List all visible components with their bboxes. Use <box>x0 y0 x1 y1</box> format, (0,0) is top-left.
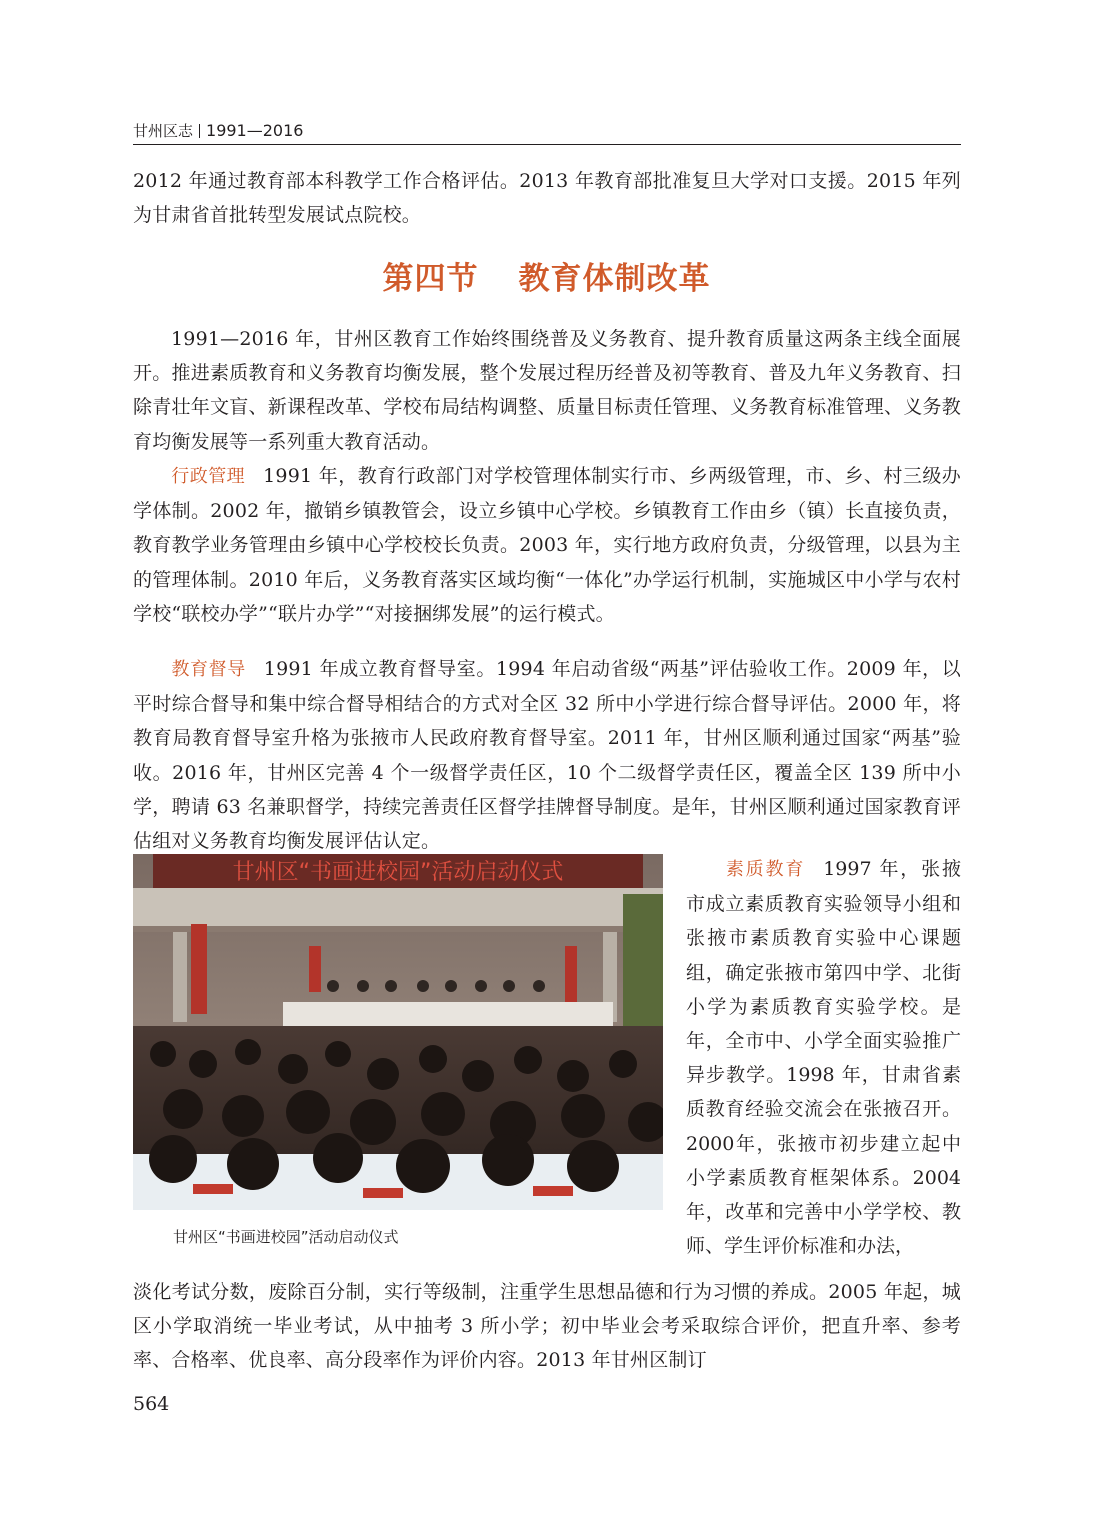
supervise-paragraph <box>133 652 961 858</box>
quality-side-column <box>686 852 961 1263</box>
banner-text: 甘州区“书画进校园”活动启动仪式 <box>232 860 564 885</box>
section-title <box>0 253 1093 298</box>
intro-paragraph: 2012 年通过教育部本科教学工作合格评估。2013 年教育部批准复旦大学对口支援。2015 年列为甘肃省首批转型发展试点院校。 <box>133 170 961 227</box>
book-years: 1991—2016 <box>206 121 304 140</box>
section-name: 教育体制改革 <box>518 261 711 297</box>
admin-text: 1991 年，教育行政部门对学校管理体制实行市、乡两级管理，市、乡、村三级办学体制。2002 年，撤销乡镇教管会，设立乡镇中心学校。乡镇教育工作由乡（镇）长直接负责，教育教学业务管理由乡镇中心学校校长负责。2003 年，实行地方政府负责，分级管理，以县为主的管理体制。2010 年后，义务教育落实区域均衡“一体化”办学运行机制，实施城区中小学与农村学校“联校办学”“联片办学”“对接捆绑发展”的运行模式。 <box>133 465 961 625</box>
section-number: 第四节 <box>382 261 479 297</box>
book-title: 甘州区志 <box>133 122 194 140</box>
quality-side-text: 1997 年，张掖市成立素质教育实验领导小组和张掖市素质教育实验中心课题组，确定张掖市第四中学、北街小学为素质教育实验学校。是年，全市中、小学全面实验推广异步教学。1998 年，甘肃省素质教育经验交流会在张掖召开。2000年，张掖市初步建立起中小学素质教育框架体系。2004年，改革和完善中小学学校、教师、学生评价标准和办法， <box>686 858 961 1258</box>
overview-text: 1991—2016 年，甘州区教育工作始终围绕普及义务教育、提升教育质量这两条主线全面展开。推进素质教育和义务教育均衡发展，整个发展过程历经普及初等教育、普及九年义务教育、扫除青壮年文盲、新课程改革、学校布局结构调整、质量目标责任管理、义务教育标准管理、义务教育均衡发展等一系列重大教育活动。 <box>133 328 961 453</box>
supervise-keyword: 教育督导 <box>171 659 246 680</box>
header-separator <box>199 124 200 138</box>
quality-keyword: 素质教育 <box>724 859 806 880</box>
photo-caption: 甘州区“书画进校园”活动启动仪式 <box>173 1228 399 1246</box>
supervise-text: 1991 年成立教育督导室。1994 年启动省级“两基”评估验收工作。2009 年，以平时综合督导和集中综合督导相结合的方式对全区 32 所中小学进行综合督导评估。2000 年，将教育局教育督导室升格为张掖市人民政府教育督导室。2011 年，甘州区顺利通过国家“两基”验收。2016 年，甘州区完善 4 个一级督学责任区，10 个二级督学责任区，覆盖全区 139 所中小学，聘请 63 名兼职督学，持续完善责任区督学挂牌督导制度。是年，甘州区顺利通过国家教育评估组对义务教育均衡发展评估认定。 <box>133 658 961 853</box>
overview-paragraph <box>133 322 961 459</box>
ceremony-photo-image <box>133 854 663 1210</box>
running-header <box>133 120 961 145</box>
admin-keyword: 行政管理 <box>171 466 246 487</box>
page-number: 564 <box>133 1393 170 1415</box>
quality-continued-paragraph: 淡化考试分数，废除百分制，实行等级制，注重学生思想品德和行为习惯的养成。2005 年起，城区小学取消统一毕业考试，从中抽考 3 所小学；初中毕业会考采取综合评价，把直升率、参考率、合格率、优良率、高分段率作为评价内容。2013 年甘州区制订 <box>133 1281 961 1372</box>
admin-paragraph <box>133 459 961 631</box>
ceremony-photo <box>133 854 663 1210</box>
